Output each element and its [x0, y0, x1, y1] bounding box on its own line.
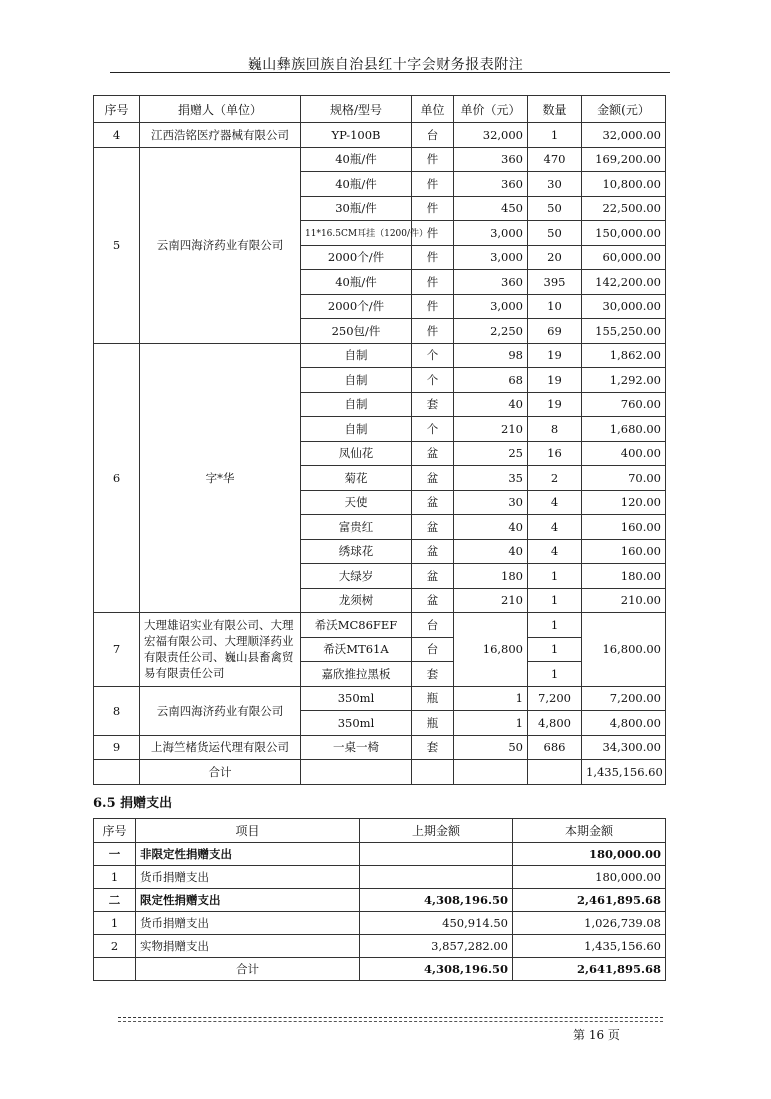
- total-previous: 4,308,196.50: [360, 958, 513, 981]
- column-header: 规格/型号: [301, 96, 412, 123]
- amount: 142,200.00: [582, 270, 666, 295]
- page-header-title: 巍山彝族回族自治县红十字会财务报表附注: [247, 57, 524, 73]
- unit: 盆: [412, 466, 454, 491]
- unit-price: 25: [454, 441, 528, 466]
- unit: 件: [412, 294, 454, 319]
- spec-model: 富贵红: [301, 515, 412, 540]
- donation-table: [93, 95, 666, 785]
- spec-model: 2000个/件: [301, 245, 412, 270]
- spec-model: 嘉欣推拉黑板: [301, 662, 412, 687]
- unit: 套: [412, 392, 454, 417]
- total-price: [454, 760, 528, 785]
- unit-price: 1: [454, 711, 528, 736]
- donor-name: 字*华: [140, 343, 301, 613]
- donation-table-header: [94, 96, 666, 123]
- previous-amount: 4,308,196.50: [360, 889, 513, 912]
- unit-price: 3,000: [454, 294, 528, 319]
- item-name: 限定性捐赠支出: [136, 889, 360, 912]
- spec-model: 自制: [301, 417, 412, 442]
- amount: 210.00: [582, 588, 666, 613]
- total-spec: [301, 760, 412, 785]
- expense-table-body: [94, 843, 666, 981]
- unit: 个: [412, 343, 454, 368]
- unit: 盆: [412, 539, 454, 564]
- amount: 160.00: [582, 515, 666, 540]
- quantity: 4: [528, 515, 582, 540]
- unit: 件: [412, 245, 454, 270]
- footer-rule: [118, 1017, 663, 1018]
- quantity: 20: [528, 245, 582, 270]
- unit-price: 2,250: [454, 319, 528, 344]
- table-row: [94, 613, 666, 638]
- column-header: 单价（元）: [454, 96, 528, 123]
- amount: 1,292.00: [582, 368, 666, 393]
- unit-price: 360: [454, 270, 528, 295]
- amount: 7,200.00: [582, 686, 666, 711]
- quantity: 8: [528, 417, 582, 442]
- unit: 套: [412, 735, 454, 760]
- amount: 180.00: [582, 564, 666, 589]
- spec-model: 一桌一椅: [301, 735, 412, 760]
- page-number: 第 16 页: [573, 1028, 620, 1042]
- donation-table-body: [94, 123, 666, 785]
- spec-model: 40瓶/件: [301, 172, 412, 197]
- row-number: 6: [94, 343, 140, 613]
- amount: 4,800.00: [582, 711, 666, 736]
- row-number: 8: [94, 686, 140, 735]
- spec-model: 350ml: [301, 686, 412, 711]
- amount: 169,200.00: [582, 147, 666, 172]
- column-header: 数量: [528, 96, 582, 123]
- total-spacer: [94, 958, 136, 981]
- quantity: 2: [528, 466, 582, 491]
- total-qty: [528, 760, 582, 785]
- quantity: 4: [528, 539, 582, 564]
- unit-price: 360: [454, 172, 528, 197]
- spec-model: 2000个/件: [301, 294, 412, 319]
- unit: 个: [412, 417, 454, 442]
- quantity: 69: [528, 319, 582, 344]
- row-number: 4: [94, 123, 140, 148]
- unit: 件: [412, 221, 454, 246]
- unit: 瓶: [412, 711, 454, 736]
- spec-model: 自制: [301, 392, 412, 417]
- spec-model: 自制: [301, 343, 412, 368]
- donor-name: 云南四海济药业有限公司: [140, 147, 301, 343]
- spec-model: 菊花: [301, 466, 412, 491]
- quantity: 1: [528, 662, 582, 687]
- quantity: 19: [528, 343, 582, 368]
- amount: 760.00: [582, 392, 666, 417]
- total-row: [94, 760, 666, 785]
- unit: 台: [412, 637, 454, 662]
- spec-model: 希沃MT61A: [301, 637, 412, 662]
- item-name: 非限定性捐赠支出: [136, 843, 360, 866]
- total-spacer: [94, 760, 140, 785]
- item-name: 实物捐赠支出: [136, 935, 360, 958]
- unit-price: 3,000: [454, 245, 528, 270]
- header-rule: [110, 72, 670, 73]
- unit-price: 68: [454, 368, 528, 393]
- spec-model: 凤仙花: [301, 441, 412, 466]
- quantity: 4: [528, 490, 582, 515]
- current-amount: 180,000.00: [513, 866, 666, 889]
- section-title: 6.5 捐赠支出: [93, 796, 173, 811]
- table-row: [94, 843, 666, 866]
- unit: 件: [412, 270, 454, 295]
- row-number: 二: [94, 889, 136, 912]
- quantity: 10: [528, 294, 582, 319]
- table-row: [94, 935, 666, 958]
- spec-model: 大绿岁: [301, 564, 412, 589]
- unit: 件: [412, 147, 454, 172]
- column-header: 单位: [412, 96, 454, 123]
- unit-price: 30: [454, 490, 528, 515]
- table-row: [94, 866, 666, 889]
- row-number: 1: [94, 912, 136, 935]
- unit: 台: [412, 123, 454, 148]
- spec-model: 11*16.5CM耳挂（1200/件）: [301, 221, 412, 246]
- amount: 22,500.00: [582, 196, 666, 221]
- spec-model: 30瓶/件: [301, 196, 412, 221]
- total-amount: 1,435,156.60: [582, 760, 666, 785]
- column-header: 本期金额: [513, 819, 666, 843]
- quantity: 1: [528, 123, 582, 148]
- amount: 155,250.00: [582, 319, 666, 344]
- quantity: 1: [528, 613, 582, 638]
- unit-price: 16,800: [454, 613, 528, 687]
- amount: 10,800.00: [582, 172, 666, 197]
- unit-price: 3,000: [454, 221, 528, 246]
- spec-model: 250包/件: [301, 319, 412, 344]
- amount: 150,000.00: [582, 221, 666, 246]
- unit-price: 98: [454, 343, 528, 368]
- current-amount: 180,000.00: [513, 843, 666, 866]
- amount: 1,680.00: [582, 417, 666, 442]
- quantity: 1: [528, 637, 582, 662]
- quantity: 686: [528, 735, 582, 760]
- unit: 盆: [412, 441, 454, 466]
- row-number: 2: [94, 935, 136, 958]
- spec-model: 天使: [301, 490, 412, 515]
- row-number: 9: [94, 735, 140, 760]
- footer-rule-secondary: [118, 1021, 663, 1022]
- total-row: [94, 958, 666, 981]
- amount: 400.00: [582, 441, 666, 466]
- donor-name: 大理雄诏实业有限公司、大理宏福有限公司、大理顺泽药业有限责任公司、巍山县畜禽贸易有限责任公司: [140, 613, 301, 687]
- unit-price: 210: [454, 417, 528, 442]
- spec-model: 40瓶/件: [301, 147, 412, 172]
- unit: 件: [412, 319, 454, 344]
- unit: 盆: [412, 588, 454, 613]
- spec-model: YP-100B: [301, 123, 412, 148]
- amount: 32,000.00: [582, 123, 666, 148]
- column-header: 金额(元）: [582, 96, 666, 123]
- quantity: 19: [528, 368, 582, 393]
- quantity: 7,200: [528, 686, 582, 711]
- unit: 台: [412, 613, 454, 638]
- unit-price: 40: [454, 515, 528, 540]
- row-number: 7: [94, 613, 140, 687]
- unit: 件: [412, 196, 454, 221]
- quantity: 395: [528, 270, 582, 295]
- quantity: 50: [528, 221, 582, 246]
- unit-price: 40: [454, 392, 528, 417]
- previous-amount: [360, 866, 513, 889]
- current-amount: 1,026,739.08: [513, 912, 666, 935]
- unit-price: 180: [454, 564, 528, 589]
- table-row: [94, 912, 666, 935]
- unit: 盆: [412, 490, 454, 515]
- column-header: 序号: [94, 819, 136, 843]
- quantity: 470: [528, 147, 582, 172]
- item-name: 货币捐赠支出: [136, 912, 360, 935]
- unit-price: 1: [454, 686, 528, 711]
- previous-amount: 3,857,282.00: [360, 935, 513, 958]
- expense-table-header: [94, 819, 666, 843]
- spec-model: 希沃MC86FEF: [301, 613, 412, 638]
- column-header: 序号: [94, 96, 140, 123]
- total-label: 合计: [136, 958, 360, 981]
- amount: 120.00: [582, 490, 666, 515]
- column-header: 上期金额: [360, 819, 513, 843]
- unit: 套: [412, 662, 454, 687]
- unit: 盆: [412, 515, 454, 540]
- quantity: 1: [528, 564, 582, 589]
- total-label: 合计: [140, 760, 301, 785]
- donor-name: 云南四海济药业有限公司: [140, 686, 301, 735]
- unit: 瓶: [412, 686, 454, 711]
- unit: 件: [412, 172, 454, 197]
- row-number: 一: [94, 843, 136, 866]
- unit-price: 32,000: [454, 123, 528, 148]
- quantity: 19: [528, 392, 582, 417]
- spec-model: 350ml: [301, 711, 412, 736]
- donor-name: 上海竺楮货运代理有限公司: [140, 735, 301, 760]
- amount: 160.00: [582, 539, 666, 564]
- table-row: [94, 343, 666, 368]
- amount: 34,300.00: [582, 735, 666, 760]
- spec-model: 绣球花: [301, 539, 412, 564]
- unit: 盆: [412, 564, 454, 589]
- quantity: 4,800: [528, 711, 582, 736]
- amount: 70.00: [582, 466, 666, 491]
- previous-amount: 450,914.50: [360, 912, 513, 935]
- table-row: [94, 686, 666, 711]
- spec-model: 40瓶/件: [301, 270, 412, 295]
- donor-name: 江西浩铭医疗器械有限公司: [140, 123, 301, 148]
- previous-amount: [360, 843, 513, 866]
- unit-price: 210: [454, 588, 528, 613]
- amount: 30,000.00: [582, 294, 666, 319]
- column-header: 捐赠人（单位）: [140, 96, 301, 123]
- table-row: [94, 889, 666, 912]
- table-row: [94, 123, 666, 148]
- item-name: 货币捐赠支出: [136, 866, 360, 889]
- total-unit: [412, 760, 454, 785]
- row-number: 5: [94, 147, 140, 343]
- unit-price: 50: [454, 735, 528, 760]
- unit-price: 360: [454, 147, 528, 172]
- amount: 1,862.00: [582, 343, 666, 368]
- amount: 60,000.00: [582, 245, 666, 270]
- current-amount: 2,461,895.68: [513, 889, 666, 912]
- table-row: [94, 147, 666, 172]
- quantity: 16: [528, 441, 582, 466]
- total-current: 2,641,895.68: [513, 958, 666, 981]
- spec-model: 自制: [301, 368, 412, 393]
- quantity: 50: [528, 196, 582, 221]
- unit-price: 450: [454, 196, 528, 221]
- quantity: 30: [528, 172, 582, 197]
- quantity: 1: [528, 588, 582, 613]
- spec-model: 龙须树: [301, 588, 412, 613]
- amount: 16,800.00: [582, 613, 666, 687]
- unit-price: 35: [454, 466, 528, 491]
- column-header: 项目: [136, 819, 360, 843]
- table-row: [94, 735, 666, 760]
- expense-table: [93, 818, 666, 981]
- row-number: 1: [94, 866, 136, 889]
- current-amount: 1,435,156.60: [513, 935, 666, 958]
- unit: 个: [412, 368, 454, 393]
- unit-price: 40: [454, 539, 528, 564]
